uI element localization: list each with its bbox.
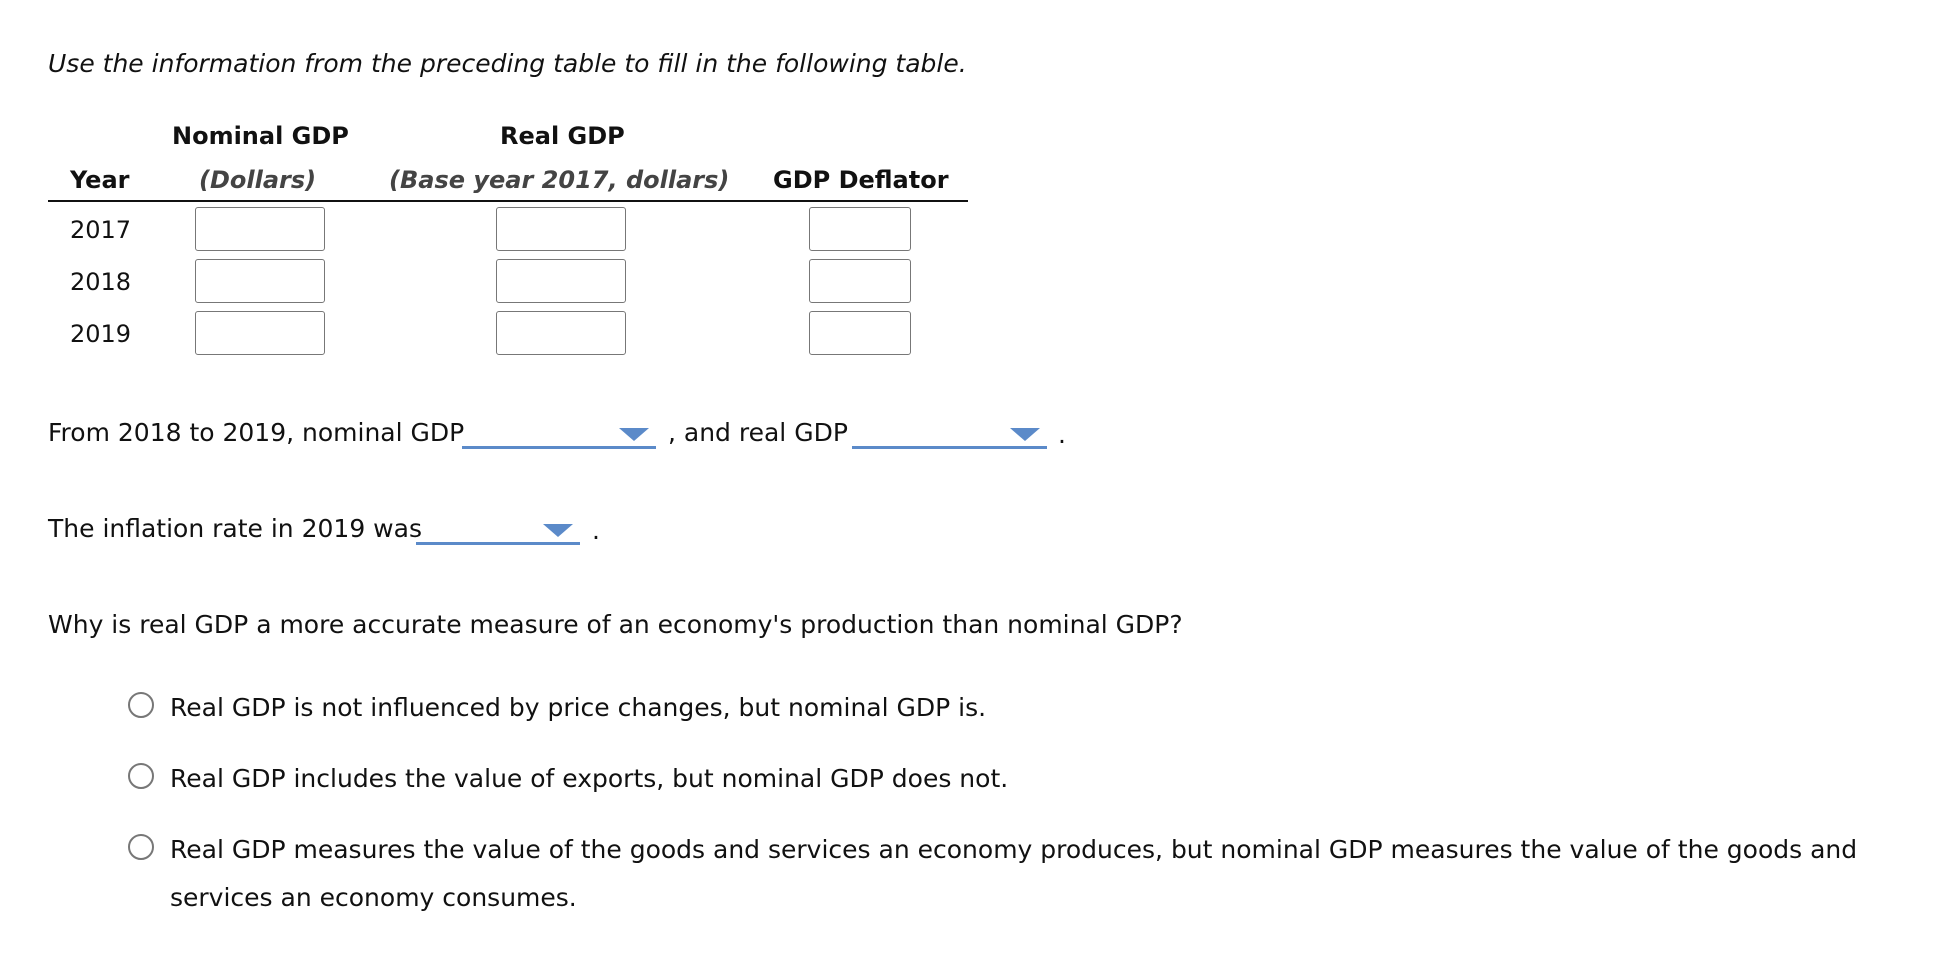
header-year: Year <box>70 166 130 194</box>
real-gdp-2017-input[interactable] <box>496 207 626 251</box>
inflation-sentence-prefix: The inflation rate in 2019 was <box>48 514 422 543</box>
nominal-gdp-2018-input[interactable] <box>195 259 325 303</box>
real-gdp-2018-input[interactable] <box>496 259 626 303</box>
header-gdp-deflator: GDP Deflator <box>773 166 949 194</box>
nominal-gdp-sentence-prefix: From 2018 to 2019, nominal GDP <box>48 418 465 447</box>
gdp-deflator-2017-input[interactable] <box>809 207 911 251</box>
option-1-radio[interactable] <box>128 692 154 718</box>
header-real-gdp: Real GDP <box>500 122 625 150</box>
nominal-gdp-2017-input[interactable] <box>195 207 325 251</box>
gdp-deflator-2018-input[interactable] <box>809 259 911 303</box>
chevron-down-icon <box>619 428 649 441</box>
row-year-2018: 2018 <box>70 268 132 296</box>
row-year-2019: 2019 <box>70 320 132 348</box>
header-real-unit: (Base year 2017, dollars) <box>389 166 730 194</box>
question-text: Why is real GDP a more accurate measure of an economy's production than nominal GDP? <box>48 610 1183 639</box>
real-gdp-2019-input[interactable] <box>496 311 626 355</box>
instructions-text: Use the information from the preceding table to fill in the following table. <box>48 49 967 78</box>
nominal-gdp-2019-input[interactable] <box>195 311 325 355</box>
chevron-down-icon <box>543 524 573 537</box>
sentence2-period: . <box>592 516 600 545</box>
table-header-divider <box>48 200 968 202</box>
inflation-rate-dropdown[interactable] <box>416 511 580 545</box>
option-3-radio[interactable] <box>128 834 154 860</box>
option-3-label[interactable]: Real GDP measures the value of the goods and services an economy produces, but nominal GDP measures the value of the goods and <box>170 835 1858 864</box>
real-gdp-sentence-middle: , and real GDP <box>668 418 848 447</box>
chevron-down-icon <box>1010 428 1040 441</box>
row-year-2017: 2017 <box>70 216 132 244</box>
option-1-label[interactable]: Real GDP is not influenced by price changes, but nominal GDP is. <box>170 693 987 722</box>
gdp-deflator-2019-input[interactable] <box>809 311 911 355</box>
nominal-gdp-change-dropdown[interactable] <box>462 415 656 449</box>
option-2-label[interactable]: Real GDP includes the value of exports, but nominal GDP does not. <box>170 764 1009 793</box>
real-gdp-change-dropdown[interactable] <box>852 415 1047 449</box>
header-nominal-gdp: Nominal GDP <box>172 122 349 150</box>
header-nominal-unit: (Dollars) <box>199 166 317 194</box>
option-3-label-continued[interactable]: services an economy consumes. <box>170 883 577 912</box>
sentence1-period: . <box>1058 420 1066 449</box>
option-2-radio[interactable] <box>128 763 154 789</box>
